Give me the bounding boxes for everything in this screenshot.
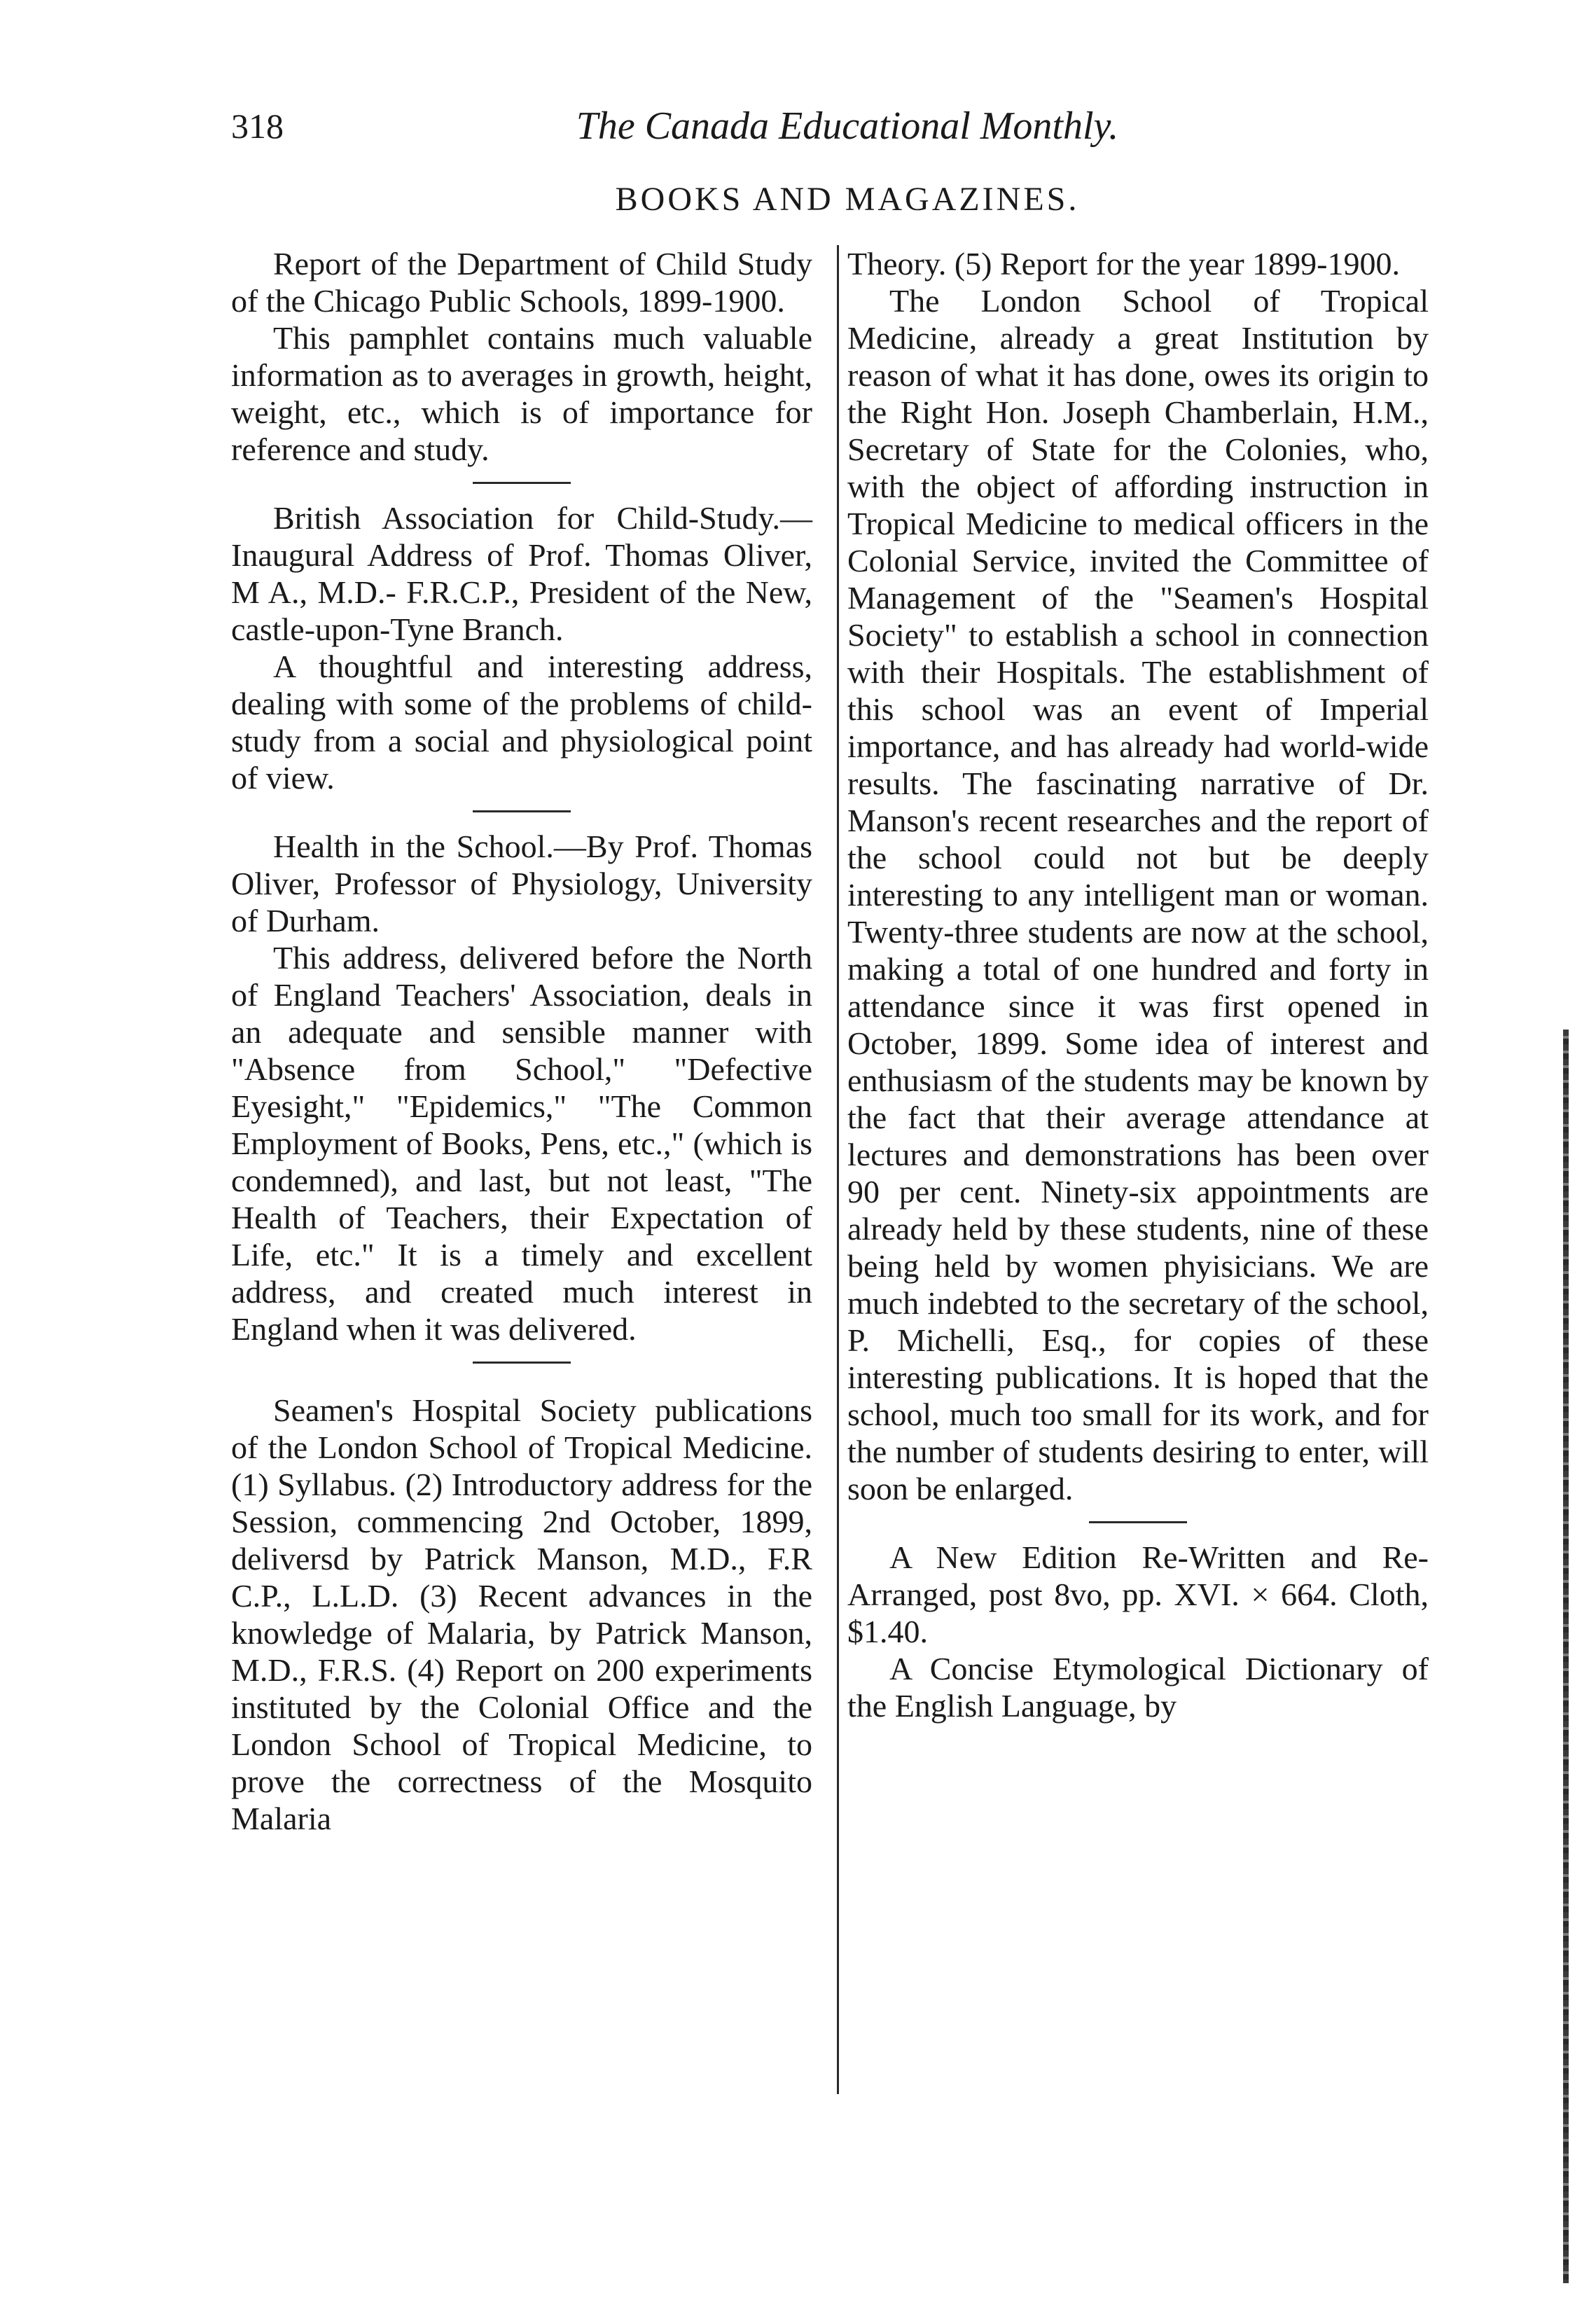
- review-body: Seamen's Hospital Society publications of the London School of Tropical Medicine. (1) Syllabus. (2) Introductory address for the Session, commencing 2nd October, 1899, deliversd by Patrick Manson, M.D., F.R C.P., L.L.D. (3) Recent advances in the knowledge of Malaria, by Patrick Manson, M.D., F.R.S. (4) Report on 200 experiments instituted by the Colonial Office and the London School of Tropical Medicine, to prove the correctness of the Mosquito Malaria: [231, 1392, 812, 1836]
- review-body: A Concise Etymological Dictionary of the English Language, by: [847, 1651, 1429, 1724]
- review-body: The London School of Tropical Medicine, already a great Institution by reason of what it has done, owes its origin to the Right Hon. Joseph Chamberlain, H.M., Secretary of State for the Colonies, who, with the object of affording instruction in Tropical Medicine to medical officers in the Colonial Service, invited the Committee of Management of the "Seamen's Hospital Society" to establish a school in connection with their Hospitals. The establishment of this school was an event of Imperial importance, and has already had world-wide results. The fascinating narrative of Dr. Manson's recent researches and the report of the school could not but be deeply interesting to any intelligent man or woman. Twenty-three students are now at the school, making a total of one hundred and forty in attendance since it was first opened in October, 1899. Some idea of interest and enthusiasm of the students may be known by the fact that their average attendance at lectures and demonstrations has been over 90 per cent. Ninety-six appointments are already held by these students, nine of these being held by women phyisicians. We are much indebted to the secretary of the school, P. Michelli, Esq., for copies of these interesting publications. It is hoped that the school, much too small for its work, and for the number of students desiring to enter, will soon be enlarged.: [847, 283, 1429, 1506]
- divider: [473, 810, 571, 812]
- left-column: [231, 245, 812, 1837]
- review-title: British Association for Child-Study.—Inaugural Address of Prof. Thomas Oliver, M A., M.D.- F.R.C.P., President of the New, castle-upon-Tyne Branch.: [231, 500, 812, 647]
- review-title: Health in the School.—By Prof. Thomas Oliver, Professor of Physiology, University of Durham.: [231, 829, 812, 938]
- page-number: 318: [231, 106, 284, 146]
- review-title: A New Edition Re-Written and Re-Arranged, post 8vo, pp. XVI. × 664. Cloth, $1.40.: [847, 1539, 1429, 1649]
- review-body: This address, delivered before the North of England Teachers' Association, deals in an adequate and sensible manner with "Absence from School," "Defective Eyesight," "Epidemics," "The Common Employment of Books, Pens, etc.," (which is condemned), and last, but not least, "The Health of Teachers, their Expectation of Life, etc." It is a timely and excellent address, and created much interest in England when it was delivered.: [231, 940, 812, 1347]
- section-heading: BOOKS AND MAGAZINES.: [615, 181, 1080, 218]
- binding-edge: [1563, 1030, 1569, 2283]
- journal-title: The Canada Educational Monthly.: [576, 104, 1119, 148]
- running-head: [231, 98, 1464, 154]
- review-body-continued: Theory. (5) Report for the year 1899-1900.: [847, 246, 1400, 282]
- review-body: A thoughtful and interesting address, dealing with some of the problems of child-study from a social and physiological point of view.: [231, 649, 812, 796]
- divider: [473, 1362, 571, 1364]
- review-title: Report of the Department of Child Study of the Chicago Public Schools, 1899-1900.: [231, 246, 812, 319]
- review-body: This pamphlet contains much valuable information as to averages in growth, height, weight, etc., which is of importance for reference and study.: [231, 320, 812, 467]
- divider: [473, 482, 571, 484]
- right-column: [847, 245, 1429, 1724]
- divider: [1089, 1521, 1187, 1523]
- column-rule: [837, 245, 839, 2094]
